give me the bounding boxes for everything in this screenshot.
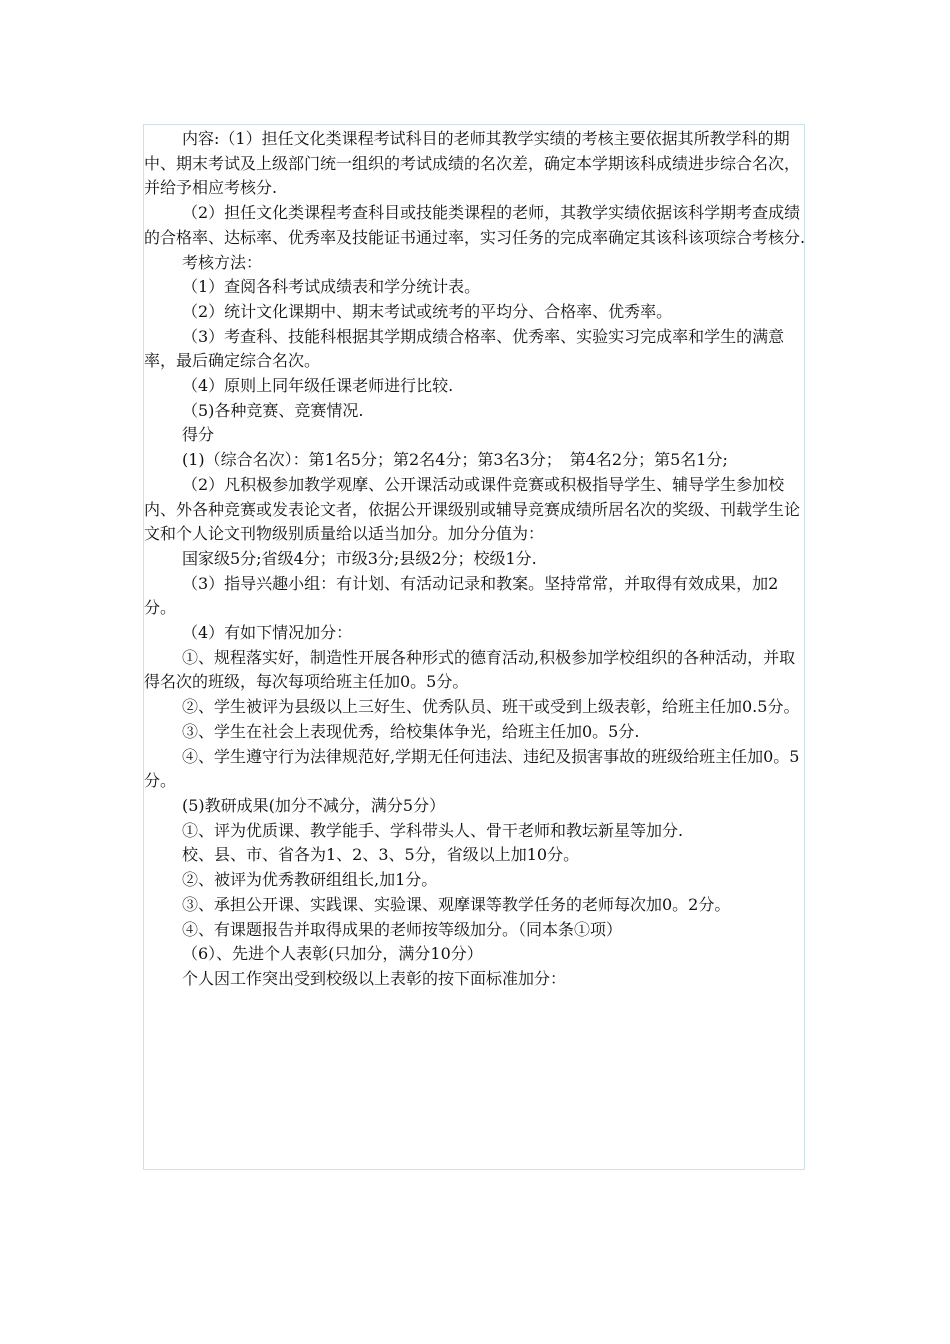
bonus-item-1: ①、规程落实好，制造性开展各种形式的德育活动,积极参加学校组织的各种活动，并取得名次的班级，每次每项给班主任加0。5分。 bbox=[144, 647, 796, 692]
method-item-4: （4）原则上同年级任课老师进行比较. bbox=[182, 376, 454, 396]
heading-assessment-method: 考核方法： bbox=[182, 252, 263, 272]
bonus-item-4: ④、学生遵守行为法律规范好,学期无任何违法、违纪及损害事故的班级给班主任加0。5分。 bbox=[144, 746, 800, 791]
score-item-6: （6）、先进个人表彰(只加分，满分10分） bbox=[182, 944, 483, 964]
paragraph-content-2: （2）担任文化类课程考查科目或技能类课程的老师，其教学实绩依据该科学期考查成绩的合格率、达标率、优秀率及技能证书通过率，实习任务的完成率确定其该科该项综合考核分. bbox=[144, 203, 806, 247]
paragraph-content-1: 内容:（1）担任文化类课程考试科目的老师其教学实绩的考核主要依据其所教学科的期中、期末考试及上级部门统一组织的考试成绩的名次差，确定本学期该科成绩进步综合名次，并给予相应考核分. bbox=[144, 129, 801, 198]
bonus-item-3: ③、学生在社会上表现优秀，给校集体争光，给班主任加0。5分. bbox=[182, 721, 640, 741]
score-item-5: (5)教研成果(加分不减分，满分5分） bbox=[182, 795, 446, 815]
document-body bbox=[144, 127, 806, 992]
bonus-item-2: ②、学生被评为县级以上三好生、优秀队员、班干或受到上级表彰，给班主任加0.5分。 bbox=[182, 697, 800, 717]
score-item-2: （2）凡积极参加教学观摩、公开课活动或课件竞赛或积极指导学生、辅导学生参加校内、外各种竞赛或发表论文者，依据公开课级别或辅导竞赛成绩所居名次的奖级、刊载学生论文和个人论文刊物级别质量给以适当加分。加分分值为： bbox=[144, 474, 801, 544]
commendation-rule: 个人因工作突出受到校级以上表彰的按下面标准加分： bbox=[182, 968, 567, 988]
score-levels: 国家级5分;省级4分；市级3分;县级2分；校级1分. bbox=[182, 548, 537, 568]
score-item-3: （3）指导兴趣小组：有计划、有活动记录和教案。坚持常常，并取得有效成果，加2分。 bbox=[144, 573, 779, 618]
heading-score: 得分 bbox=[182, 425, 215, 445]
method-item-2: （2）统计文化课期中、期末考试或统考的平均分、合格率、优秀率。 bbox=[182, 301, 673, 321]
method-item-5: （5)各种竞赛、竞赛情况. bbox=[182, 400, 364, 420]
research-item-4: ④、有课题报告并取得成果的老师按等级加分。（同本条①项） bbox=[182, 919, 623, 939]
method-item-3: （3）考查科、技能科根据其学期成绩合格率、优秀率、实验实习完成率和学生的满意率，最后确定综合名次。 bbox=[144, 326, 785, 371]
research-levels: 校、县、市、省各为1、2、3、5分，省级以上加10分。 bbox=[182, 845, 580, 865]
method-item-1: （1）查阅各科考试成绩表和学分统计表。 bbox=[182, 277, 481, 297]
research-item-2: ②、被评为优秀教研组组长,加1分。 bbox=[182, 870, 438, 890]
score-item-1: (1)（综合名次）：第1名5分；第2名4分；第3名3分； 第4名2分；第5名1分; bbox=[182, 450, 728, 470]
score-item-4: （4）有如下情况加分： bbox=[182, 623, 353, 643]
research-item-3: ③、承担公开课、实践课、实验课、观摩课等教学任务的老师每次加0。2分。 bbox=[182, 894, 731, 914]
research-item-1: ①、评为优质课、教学能手、学科带头人、骨干老师和教坛新星等加分. bbox=[182, 820, 684, 840]
